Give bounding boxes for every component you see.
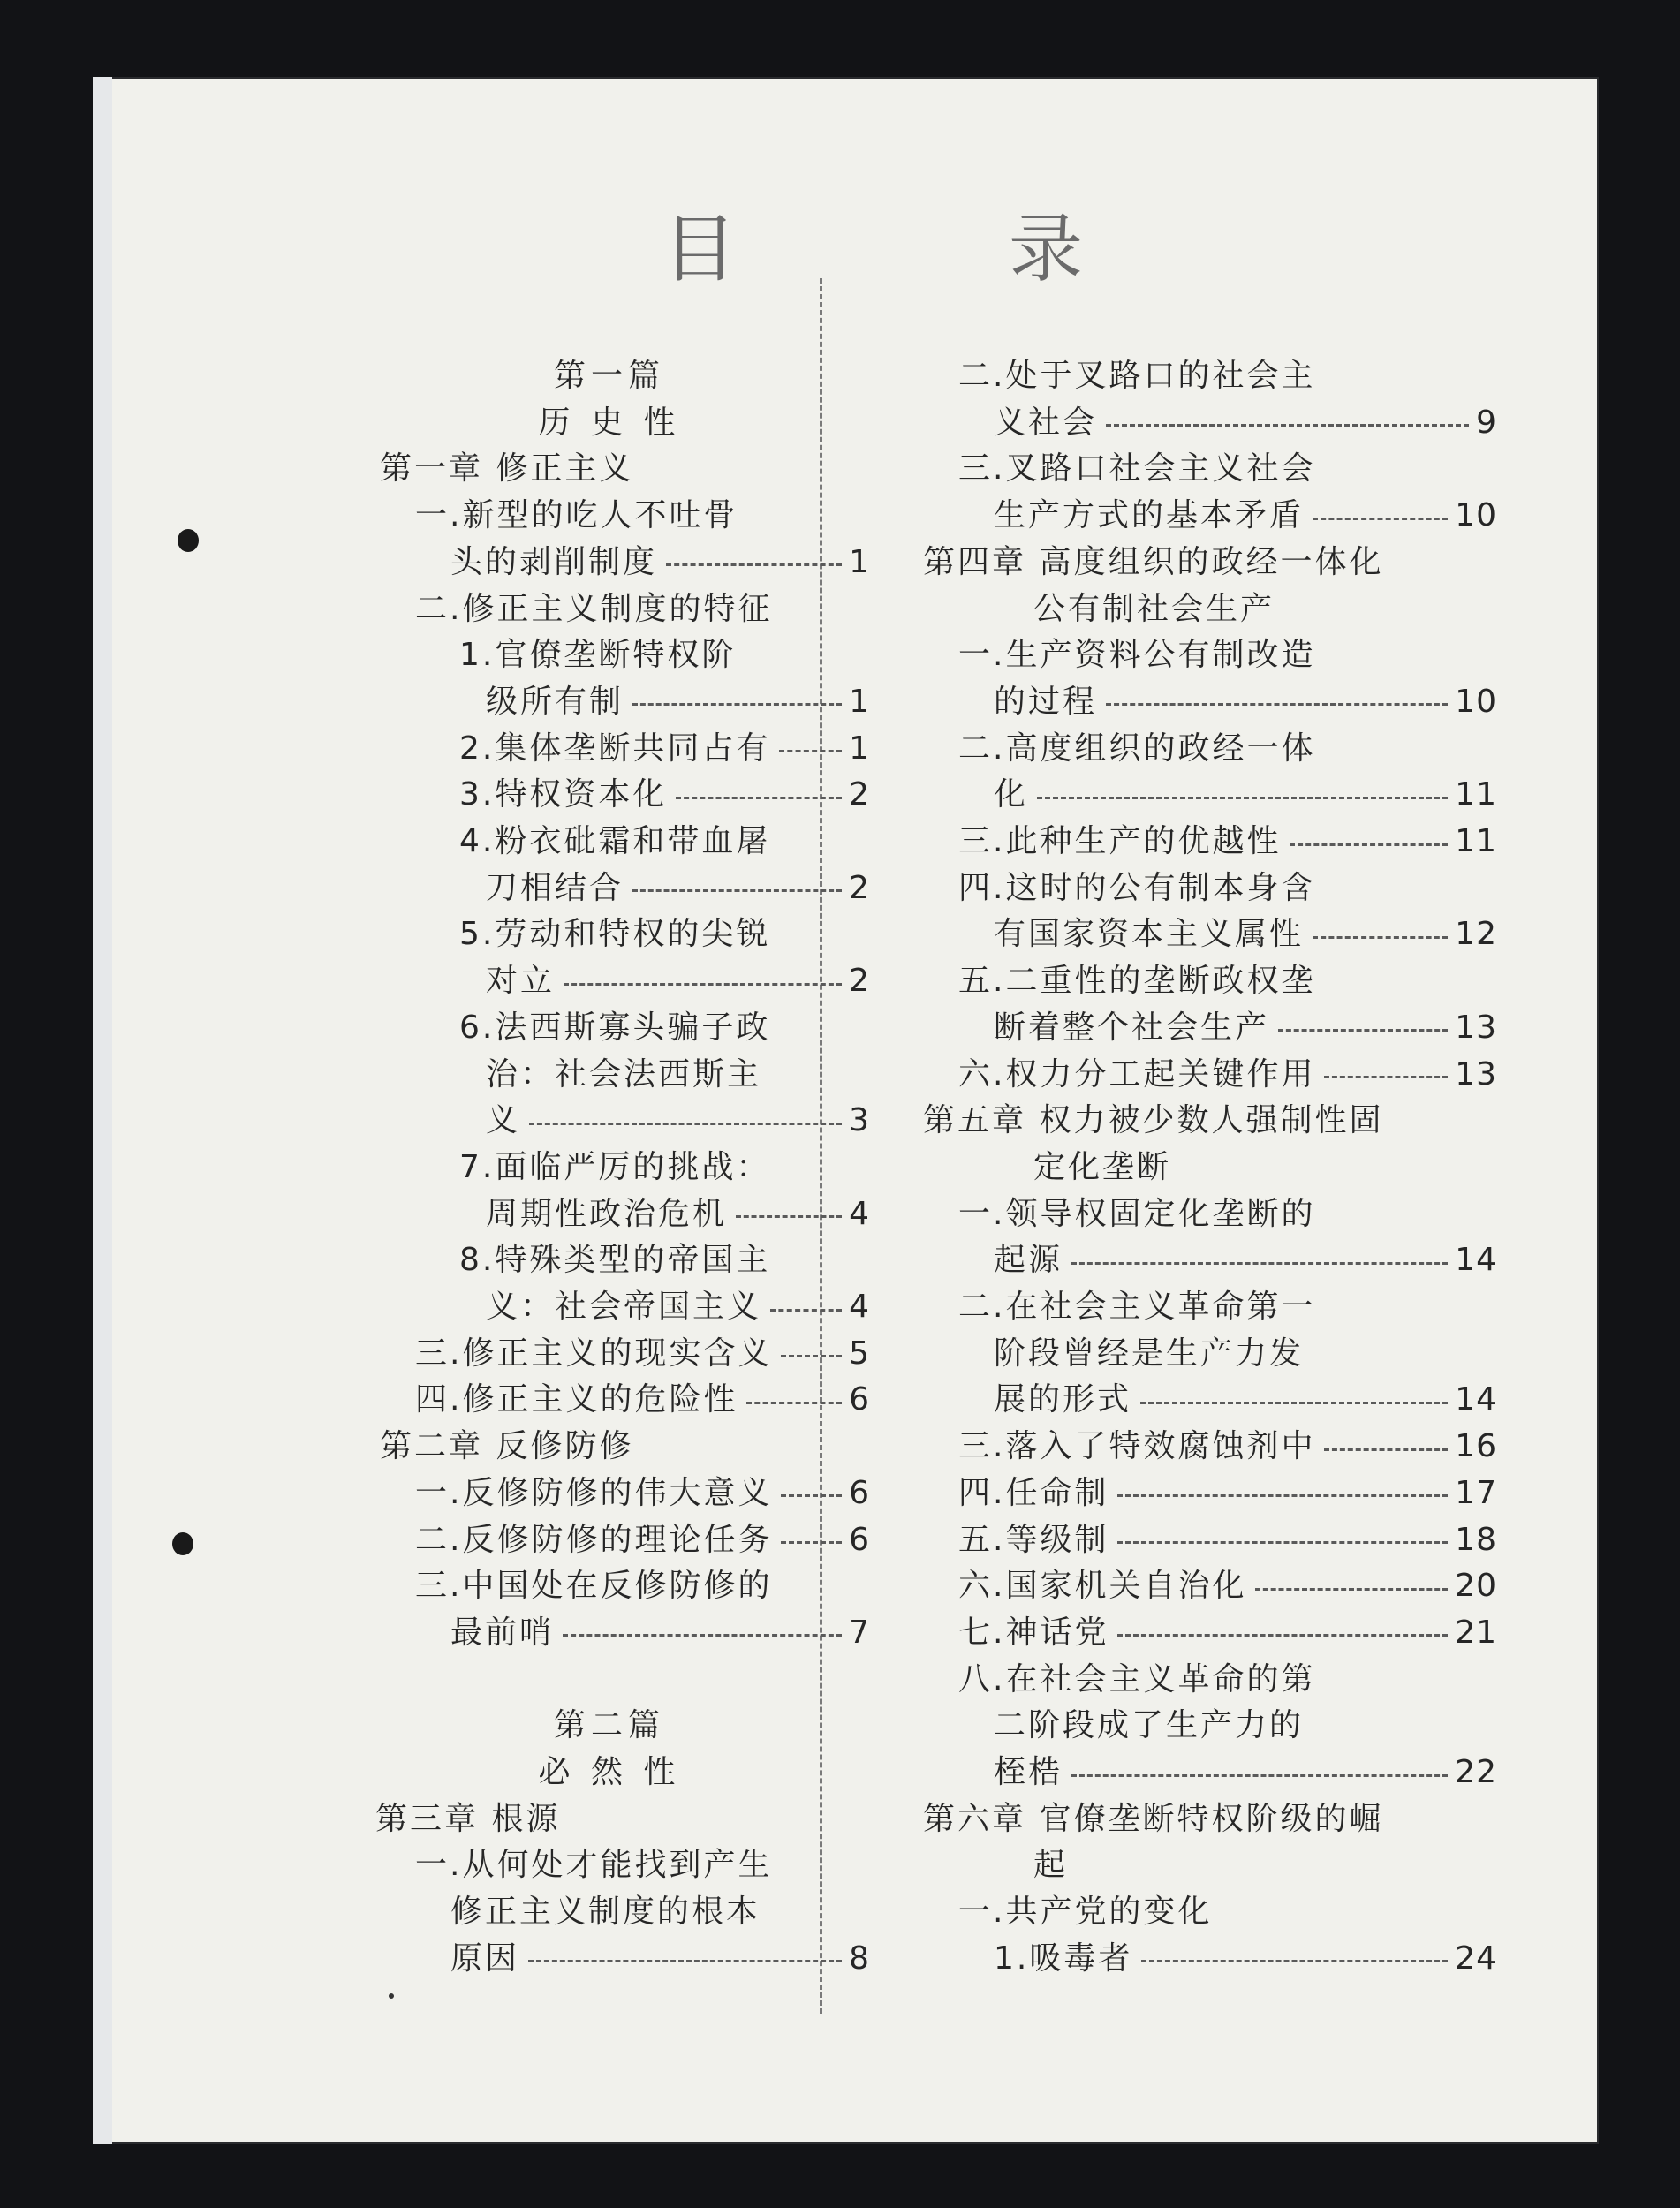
entry-title: 二.高度组织的政经一体 (958, 730, 1316, 767)
entry-title: 3.特权资本化 (459, 776, 668, 813)
entry-title: 义：社会帝国主义 (486, 1289, 762, 1325)
left-toc-entry (433, 400, 786, 446)
entry-title: 四.任命制 (958, 1474, 1109, 1511)
entry-title: 必 然 性 (538, 1754, 681, 1790)
entry-title: 展的形式 (994, 1381, 1132, 1418)
entry-title: 起源 (994, 1242, 1063, 1279)
entry-title: 断着整个社会生产 (994, 1009, 1270, 1046)
right-toc-entry (958, 1424, 1497, 1470)
page-number: 10 (1455, 497, 1497, 534)
entry-title: 四.修正主义的危险性 (415, 1381, 738, 1418)
right-toc-entry (994, 1936, 1497, 1982)
entry-title: 三.修正主义的现实含义 (415, 1335, 773, 1372)
page-number: 14 (1455, 1242, 1497, 1279)
left-toc-entry (459, 1005, 770, 1051)
left-toc-entry (433, 1703, 786, 1749)
left-toc-entry (486, 866, 870, 911)
dot-leader (1278, 1029, 1448, 1032)
right-toc-entry (958, 1052, 1497, 1098)
page-number: 9 (1476, 404, 1497, 441)
right-toc-entry (994, 911, 1497, 957)
dot-leader (1140, 1402, 1448, 1404)
right-toc-entry (994, 1377, 1497, 1423)
dot-leader (1117, 1541, 1448, 1544)
left-toc-entry (415, 1563, 772, 1609)
right-toc-entry (958, 446, 1315, 492)
entry-title: 头的剥削制度 (450, 543, 658, 580)
title-char: 录 (1008, 206, 1086, 292)
entry-title: 周期性政治危机 (486, 1195, 728, 1232)
entry-title: 公有制社会生产 (1033, 590, 1275, 627)
entry-title: 二.处于叉路口的社会主 (958, 358, 1316, 394)
right-toc-entry (994, 400, 1497, 446)
entry-title: 一.反修防修的伟大意义 (415, 1474, 773, 1511)
right-toc-entry (994, 493, 1497, 539)
entry-title: 一.共产党的变化 (958, 1894, 1213, 1931)
entry-title: 四.这时的公有制本身含 (958, 869, 1316, 906)
left-toc-entry (486, 679, 870, 725)
entry-title: 第一章 修正主义 (380, 450, 634, 488)
right-toc-entry (994, 772, 1497, 818)
entry-title: 修正主义制度的根本 (450, 1894, 761, 1931)
page-number: 14 (1455, 1381, 1497, 1418)
right-toc-entry (994, 1331, 1304, 1377)
page-number: 21 (1455, 1614, 1497, 1651)
right-toc-entry (958, 632, 1315, 678)
entry-title: 原因 (450, 1940, 520, 1977)
page-number: 12 (1455, 916, 1497, 953)
page-number: 16 (1455, 1428, 1497, 1465)
dot-leader (781, 1355, 842, 1357)
entry-title: 三.此种生产的优越性 (958, 823, 1282, 859)
entry-title: 义社会 (994, 404, 1098, 441)
dot-leader (1313, 518, 1448, 520)
dot-leader (632, 889, 842, 892)
page-number: 6 (849, 1521, 870, 1558)
page-number: 20 (1455, 1568, 1497, 1605)
column-divider (820, 278, 822, 2014)
entry-title: 第二篇 (553, 1707, 665, 1744)
entry-title: 7.面临严厉的挑战： (459, 1148, 771, 1185)
left-toc-entry (433, 353, 786, 399)
left-toc-entry (459, 632, 736, 678)
entry-title: 4.粉衣砒霜和带血屠 (459, 823, 771, 859)
page-number: 2 (849, 776, 870, 813)
entry-title: 六.国家机关自治化 (958, 1568, 1247, 1605)
right-toc-entry (923, 540, 1383, 586)
left-toc-entry (380, 1424, 633, 1470)
left-toc-entry (486, 958, 870, 1004)
page-number: 4 (849, 1289, 870, 1325)
entry-title: 6.法西斯寡头骗子政 (459, 1009, 771, 1046)
right-toc-entry (994, 1750, 1497, 1796)
dot-leader (781, 1541, 842, 1544)
dot-leader (1324, 1448, 1448, 1451)
page-number: 22 (1455, 1754, 1497, 1790)
left-toc-entry (450, 1936, 870, 1982)
page-number: 1 (849, 543, 870, 580)
right-toc-entry (958, 1471, 1497, 1516)
page-number: 10 (1455, 683, 1497, 720)
dot-leader (1106, 703, 1448, 706)
dot-leader (1071, 1774, 1448, 1777)
left-toc-entry (450, 1889, 761, 1935)
dot-leader (1117, 1494, 1448, 1497)
entry-title: 三.落入了特效腐蚀剂中 (958, 1428, 1316, 1465)
right-toc-entry (1033, 1145, 1171, 1191)
right-toc-entry (958, 1889, 1212, 1935)
dot-leader (1106, 424, 1469, 427)
page-number: 3 (849, 1102, 870, 1139)
entry-title: 一.新型的吃人不吐骨 (415, 497, 738, 534)
entry-title: 一.领导权固定化垄断的 (958, 1195, 1316, 1232)
page-title (662, 190, 1086, 297)
dot-leader (779, 750, 842, 752)
page-number: 6 (849, 1381, 870, 1418)
left-toc-entry (415, 493, 738, 539)
dot-leader (736, 1215, 842, 1218)
entry-title: 第二章 反修防修 (380, 1428, 634, 1465)
right-toc-entry (994, 1703, 1304, 1749)
left-toc-entry (375, 1796, 560, 1842)
right-toc-entry (923, 1796, 1383, 1842)
entry-title: 二.反修防修的理论任务 (415, 1521, 773, 1558)
left-toc-entry (486, 1098, 870, 1144)
left-toc-entry (459, 772, 870, 818)
left-toc-entry (486, 1191, 870, 1237)
right-toc-entry (958, 1610, 1497, 1656)
punch-hole (178, 529, 199, 552)
page-number: 1 (849, 683, 870, 720)
entry-title: 八.在社会主义革命的第 (958, 1660, 1316, 1698)
right-toc-entry (958, 1563, 1497, 1609)
left-toc-entry (415, 1471, 870, 1516)
right-toc-entry (958, 1284, 1315, 1330)
entry-title: 的过程 (994, 683, 1098, 720)
right-toc-entry (958, 866, 1315, 911)
entry-title: 第五章 权力被少数人强制性固 (923, 1102, 1384, 1139)
entry-title: 二.修正主义制度的特征 (415, 590, 773, 627)
left-toc-entry (486, 1284, 870, 1330)
page-number: 2 (849, 869, 870, 906)
entry-title: 六.权力分工起关键作用 (958, 1055, 1316, 1093)
entry-title: 五.二重性的垄断政权垄 (958, 963, 1316, 1000)
entry-title: 起 (1033, 1847, 1069, 1884)
dot-leader (632, 703, 842, 706)
right-toc-entry (994, 1237, 1497, 1283)
left-toc-entry (415, 1331, 870, 1377)
left-toc-entry (433, 1750, 786, 1796)
entry-title: 三.叉路口社会主义社会 (958, 450, 1316, 488)
entry-title: 第六章 官僚垄断特权阶级的崛 (923, 1800, 1384, 1837)
left-toc-entry (459, 726, 870, 772)
right-toc-entry (958, 353, 1315, 399)
entry-title: 最前哨 (450, 1614, 555, 1651)
title-char: 目 (662, 206, 741, 292)
entry-title: 历 史 性 (538, 404, 681, 441)
page-number: 11 (1455, 776, 1497, 813)
right-toc-entry (923, 1098, 1383, 1144)
punch-hole (172, 1532, 193, 1555)
page-number: 17 (1455, 1474, 1497, 1511)
left-toc-entry (459, 1237, 770, 1283)
entry-title: 5.劳动和特权的尖锐 (459, 916, 771, 953)
right-toc-entry (994, 679, 1497, 725)
left-toc-entry (486, 1052, 761, 1098)
right-toc-entry (958, 958, 1315, 1004)
entry-title: 第三章 根源 (375, 1800, 561, 1837)
dot-leader (770, 1309, 842, 1312)
page-number: 13 (1455, 1055, 1497, 1093)
dot-leader (1117, 1634, 1448, 1637)
entry-title: 有国家资本主义属性 (994, 916, 1305, 953)
entry-title: 义 (486, 1102, 521, 1139)
dot-leader (666, 563, 842, 566)
page-number: 7 (849, 1614, 870, 1651)
page-number: 8 (849, 1940, 870, 1977)
entry-title: 第一篇 (553, 358, 665, 394)
entry-title: 一.从何处才能找到产生 (415, 1847, 773, 1884)
left-toc-entry (415, 1842, 772, 1888)
entry-title: 级所有制 (486, 683, 624, 720)
left-toc-entry (415, 586, 772, 632)
left-toc-entry (459, 1145, 770, 1191)
left-toc-entry (459, 819, 770, 865)
page-number: 24 (1455, 1940, 1497, 1977)
dot-leader (1141, 1960, 1448, 1962)
dot-leader (563, 1634, 842, 1637)
left-toc-entry (380, 446, 633, 492)
entry-title: 定化垄断 (1033, 1148, 1172, 1185)
dot-leader (564, 983, 842, 986)
page-number: 1 (849, 730, 870, 767)
left-toc-entry (415, 1517, 870, 1563)
paper-margin (93, 77, 112, 2144)
dot-leader (1037, 797, 1448, 799)
entry-title: 生产方式的基本矛盾 (994, 497, 1305, 534)
entry-title: 五.等级制 (958, 1521, 1109, 1558)
right-toc-entry (958, 726, 1315, 772)
entry-title: 对立 (486, 963, 556, 1000)
dot-leader (781, 1494, 842, 1497)
left-toc-entry (459, 911, 770, 957)
ink-dot (389, 1993, 394, 1999)
entry-title: 二.在社会主义革命第一 (958, 1289, 1316, 1325)
entry-title: 化 (994, 776, 1029, 813)
entry-title: 第四章 高度组织的政经一体化 (923, 543, 1384, 580)
entry-title: 1.官僚垄断特权阶 (459, 637, 737, 674)
page-number: 2 (849, 963, 870, 1000)
entry-title: 七.神话党 (958, 1614, 1109, 1651)
dot-leader (528, 1960, 842, 1962)
right-toc-entry (1033, 586, 1275, 632)
dot-leader (1290, 843, 1448, 846)
dot-leader (676, 797, 842, 799)
page-number: 13 (1455, 1009, 1497, 1046)
entry-title: 一.生产资料公有制改造 (958, 637, 1316, 674)
page-number: 4 (849, 1195, 870, 1232)
dot-leader (1255, 1588, 1448, 1591)
dot-leader (529, 1123, 842, 1125)
dot-leader (1071, 1262, 1448, 1265)
entry-title: 2.集体垄断共同占有 (459, 730, 771, 767)
entry-title: 8.特殊类型的帝国主 (459, 1242, 771, 1279)
dot-leader (1313, 936, 1448, 939)
page-number: 6 (849, 1474, 870, 1511)
page-number: 18 (1455, 1521, 1497, 1558)
dot-leader (1324, 1076, 1448, 1078)
right-toc-entry (958, 1191, 1315, 1237)
left-toc-entry (450, 1610, 870, 1656)
page-number: 5 (849, 1335, 870, 1372)
entry-title: 三.中国处在反修防修的 (415, 1568, 773, 1605)
entry-title: 桎梏 (994, 1754, 1063, 1790)
right-toc-entry (958, 1517, 1497, 1563)
dot-leader (746, 1402, 842, 1404)
right-toc-entry (958, 1657, 1315, 1703)
entry-title: 刀相结合 (486, 869, 624, 906)
right-toc-entry (994, 1005, 1497, 1051)
left-toc-entry (450, 540, 870, 586)
entry-title: 治：社会法西斯主 (486, 1055, 762, 1093)
left-toc-entry (415, 1377, 870, 1423)
right-toc-entry (1033, 1842, 1068, 1888)
entry-title: 二阶段成了生产力的 (994, 1707, 1305, 1744)
page-number: 11 (1455, 823, 1497, 859)
entry-title: 1.吸毒者 (994, 1940, 1133, 1977)
entry-title: 阶段曾经是生产力发 (994, 1335, 1305, 1372)
right-toc-entry (958, 819, 1497, 865)
